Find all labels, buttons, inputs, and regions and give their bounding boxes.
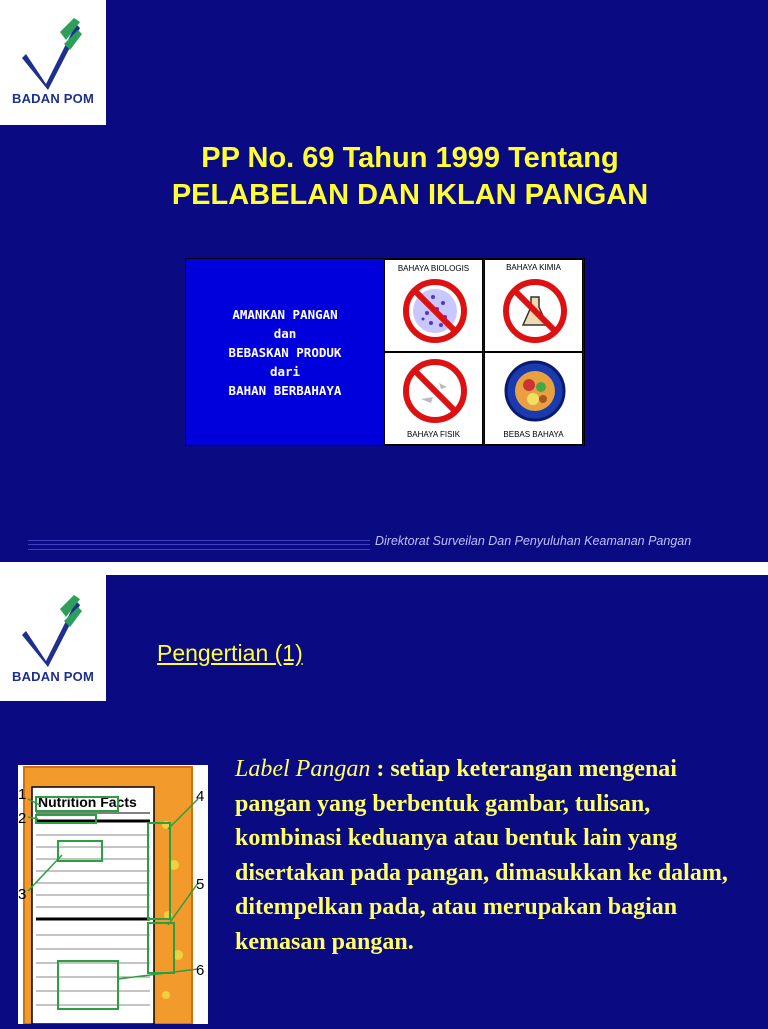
callout-3: 3 xyxy=(18,886,27,903)
callout-4: 4 xyxy=(196,788,205,805)
motto-panel xyxy=(186,259,384,445)
hazard-physical xyxy=(384,352,483,445)
hazard-biological xyxy=(384,259,483,352)
hazard-label: BAHAYA BIOLOGIS xyxy=(397,264,470,273)
callout-1: 1 xyxy=(18,786,27,803)
hazard-label: BAHAYA KIMIA xyxy=(506,263,561,272)
hazard-chemical xyxy=(484,259,583,352)
safe-food-icon xyxy=(503,359,567,423)
hazard-label: BEBAS BAHAYA xyxy=(503,430,564,439)
physical-prohibited-icon xyxy=(403,359,467,423)
footer-divider xyxy=(28,540,370,550)
nutrition-label-image xyxy=(18,765,208,1024)
biohazard-prohibited-icon xyxy=(403,279,467,343)
hazard-label: BAHAYA FISIK xyxy=(406,430,461,439)
nutrition-facts-title: Nutrition Facts xyxy=(38,794,137,810)
title-line-2: PELABELAN DAN IKLAN PANGAN xyxy=(171,179,649,211)
callout-5: 5 xyxy=(196,876,205,893)
slide-separator xyxy=(0,562,768,575)
callout-6: 6 xyxy=(196,962,205,979)
logo-check-icon xyxy=(20,595,86,667)
definition-text: : setiap keterangan mengenai pangan yang berbentuk gambar, tulisan, kombinasi keduanya atau bentuk lain yang disertakan pada pangan, dimasukkan ke dalam, ditempelkan pada, atau merupakan bagian kemasan pangan. xyxy=(235,756,728,955)
hazard-panel xyxy=(185,258,585,446)
badan-pom-logo xyxy=(0,575,106,701)
defined-term: Label Pangan xyxy=(235,756,371,782)
chemical-prohibited-icon xyxy=(503,279,567,343)
definition-paragraph xyxy=(235,752,745,959)
slide-title xyxy=(110,140,710,214)
hazard-free xyxy=(484,352,583,445)
motto-text: AMANKAN PANGAN dan BEBASKAN PRODUK dari BAHAN BERBAHAYA xyxy=(228,306,342,398)
logo-check-icon xyxy=(20,18,86,90)
logo-text: BADAN POM xyxy=(12,669,94,684)
footer-text: Direktorat Surveilan Dan Penyuluhan Keamanan Pangan xyxy=(375,534,692,548)
logo-text: BADAN POM xyxy=(12,91,94,106)
badan-pom-logo xyxy=(0,0,106,125)
title-line-1: PP No. 69 Tahun 1999 Tentang xyxy=(201,142,619,174)
callout-2: 2 xyxy=(18,810,27,827)
section-heading: Pengertian (1) xyxy=(157,640,303,666)
